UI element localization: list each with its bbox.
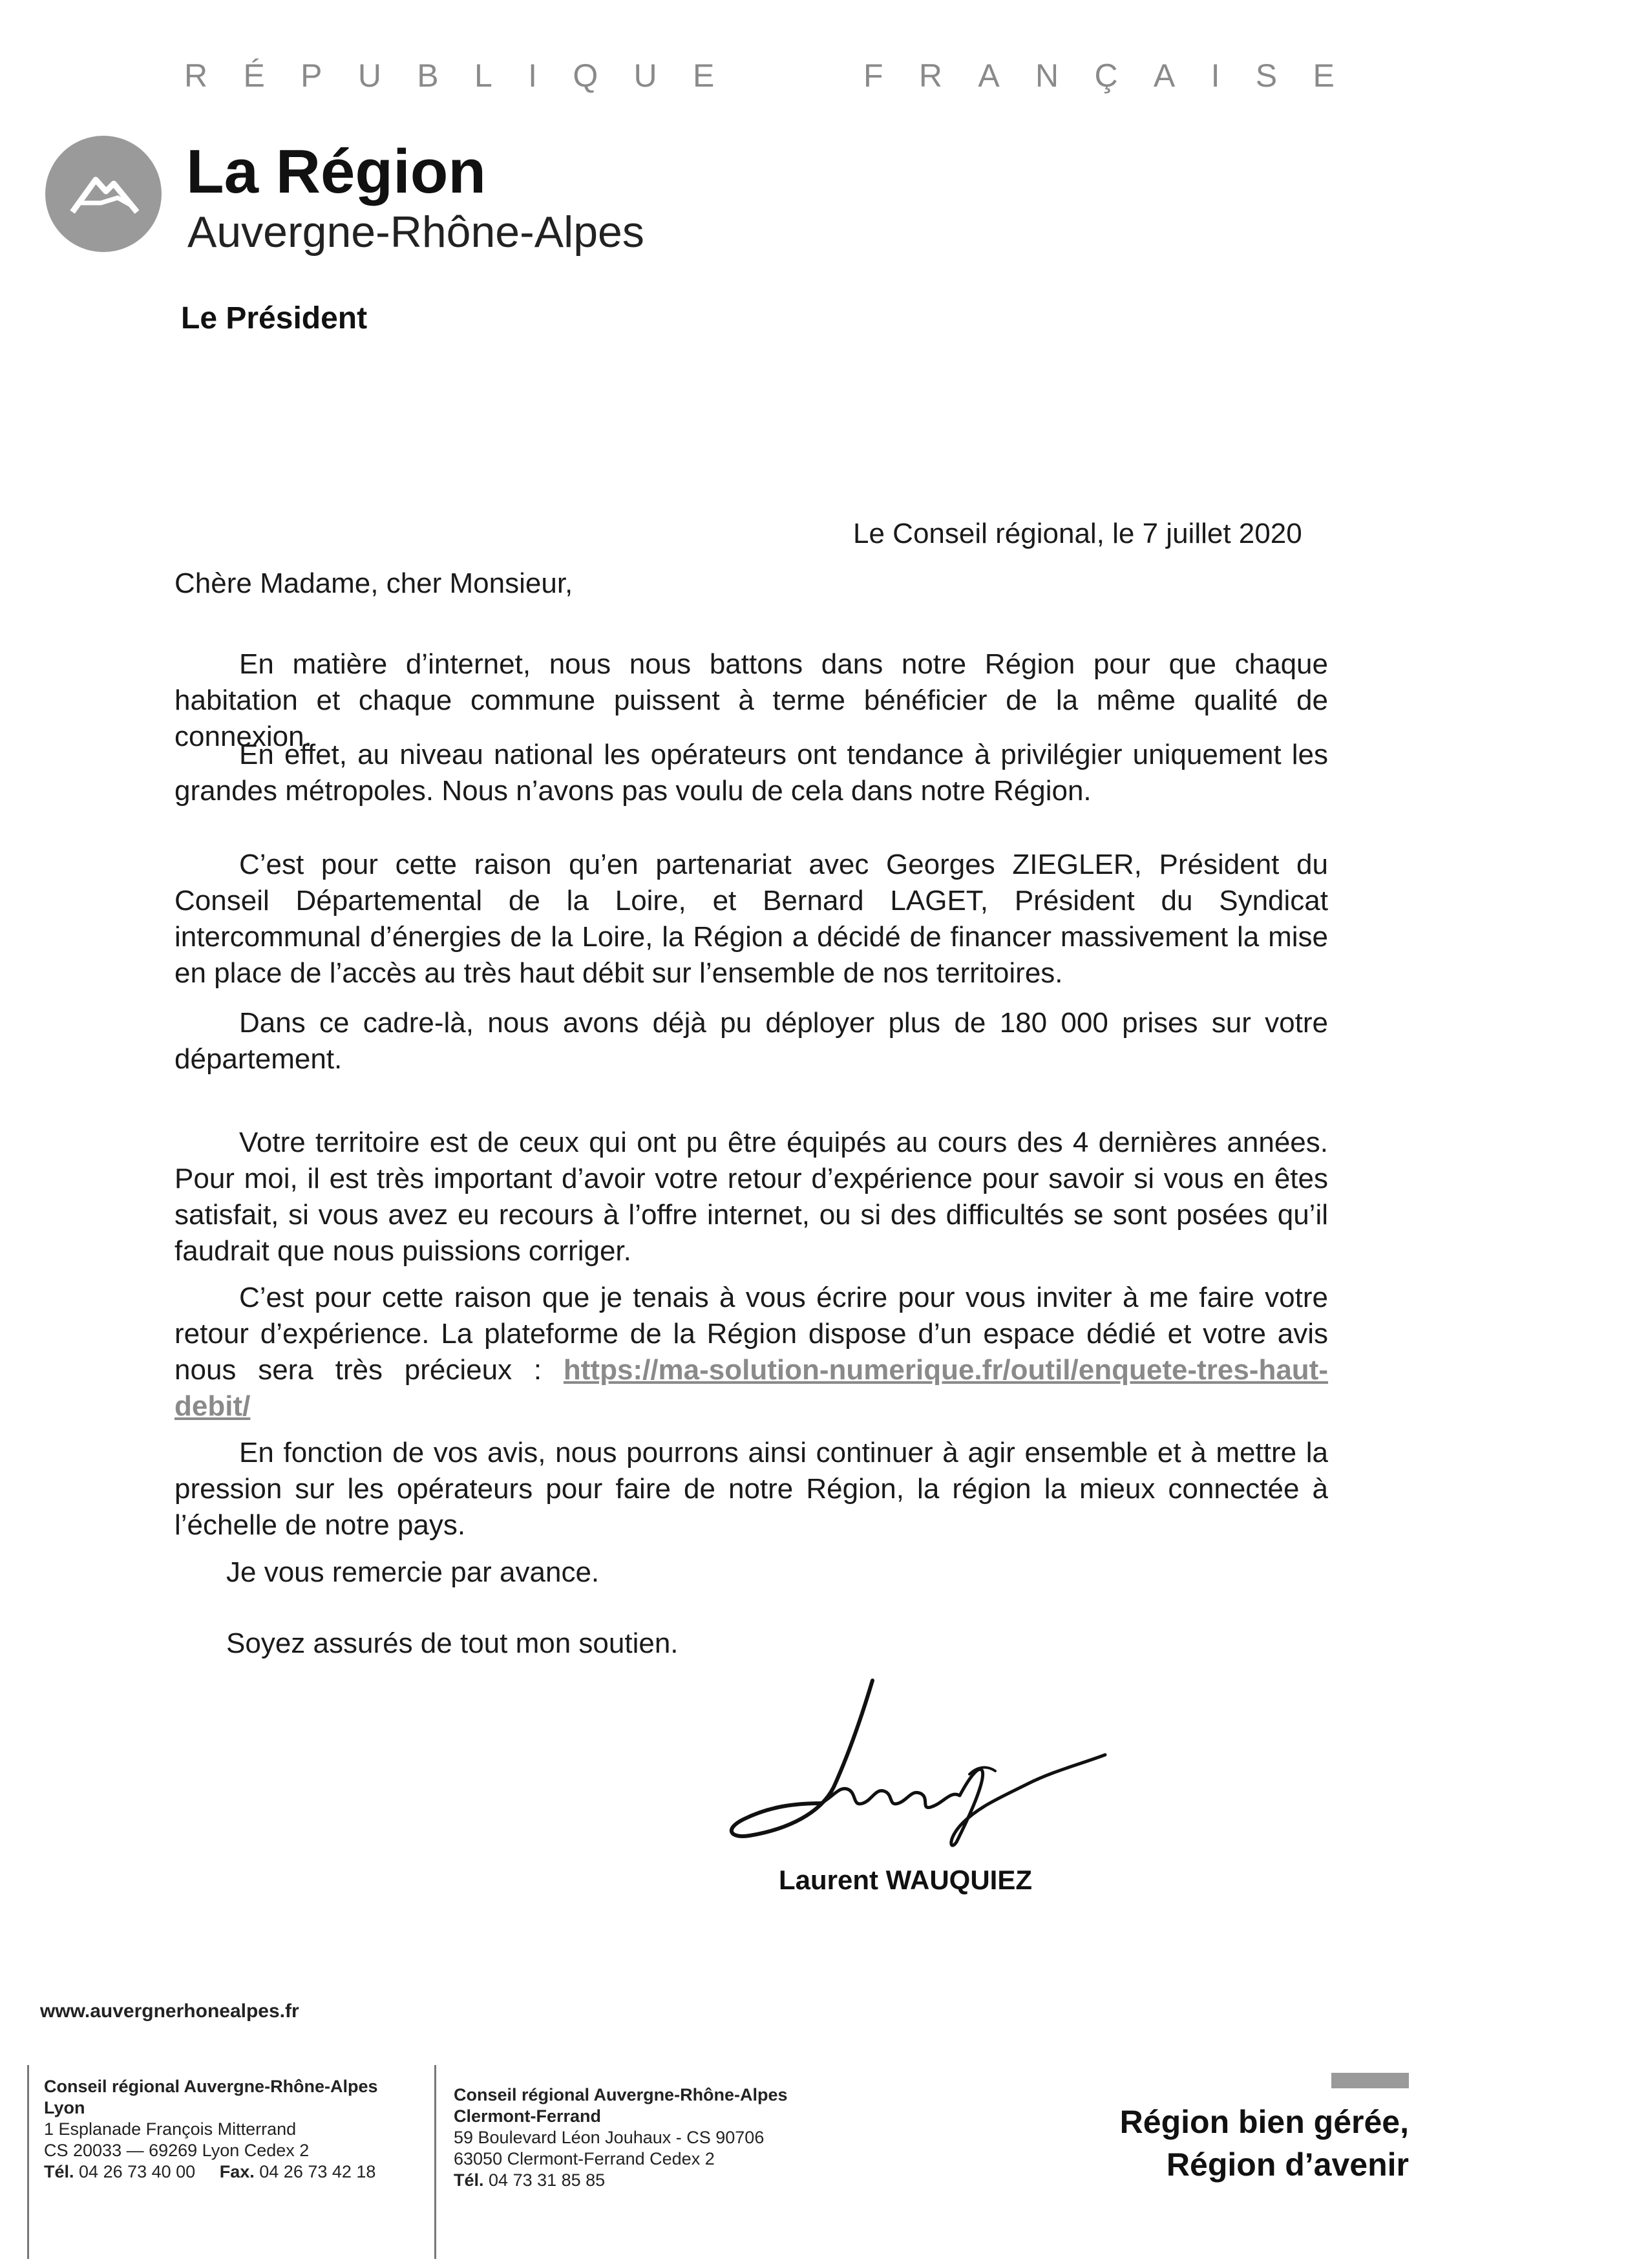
paragraph-2: En effet, au niveau national les opérateurs ont tendance à privilégier uniquement les grandes métropoles. Nous n’avons pas voulu de cela dans notre Région. [174,739,1328,807]
fax-label: Fax. [219,2162,255,2181]
republique-francaise-banner [184,57,1335,94]
address-line: 59 Boulevard Léon Jouhaux - CS 90706 [454,2128,765,2147]
date-line: Le Conseil régional, le 7 juillet 2020 [853,518,1302,549]
rf-letter: U [633,58,657,94]
paragraph-7: En fonction de vos avis, nous pourrons ainsi continuer à agir ensemble et à mettre la pression sur les opérateurs pour faire de notre Région, la région la mieux connectée à l’échelle de notre pays. [174,1437,1328,1541]
tel-number: 04 73 31 85 85 [489,2170,606,2190]
rf-letter: E [692,58,715,94]
website-url[interactable]: www.auvergnerhonealpes.fr [40,2000,299,2022]
paragraph-1: En matière d’internet, nous nous battons dans notre Région pour que chaque habitation et chaque commune puissent à terme bénéficier de la même qualité de connexion. [174,648,1328,752]
address-city: Clermont-Ferrand [454,2106,602,2126]
tel-number: 04 26 73 40 00 [79,2162,196,2181]
rf-letter: P [301,58,322,94]
footer-divider [434,2065,436,2259]
rf-letter: É [243,58,265,94]
address-line: CS 20033 — 69269 Lyon Cedex 2 [44,2141,310,2160]
rf-letter: F [863,58,883,94]
rf-letter: B [417,58,439,94]
thanks-line: Je vous remercie par avance. [226,1556,600,1588]
fax-number: 04 26 73 42 18 [259,2162,376,2181]
paragraph-6 [174,1280,1328,1425]
rf-letter: N [1035,58,1059,94]
tel-label: Tél. [44,2162,74,2181]
handwritten-signature-icon [724,1674,1112,1855]
support-line: Soyez assurés de tout mon soutien. [226,1627,679,1659]
rf-letter: E [1313,58,1335,94]
paragraph-3: C’est pour cette raison qu’en partenariat avec Georges ZIEGLER, Président du Conseil Départemental de la Loire, et Bernard LAGET, Président du Syndicat intercommunal d’énergies de la Loire, la Région a décidé de financer massivement la mise en place de l’accès au très haut débit sur l’ensemble de nos territoires. [174,849,1328,989]
salutation: Chère Madame, cher Monsieur, [174,567,573,599]
rf-letter: Ç [1094,58,1118,94]
office-label: Le Président [181,301,368,335]
rf-letter: L [474,58,492,94]
tel-label: Tél. [454,2170,484,2190]
address-lyon [44,2076,378,2183]
region-logo-icon [45,136,162,252]
address-org: Conseil régional Auvergne-Rhône-Alpes [44,2077,378,2096]
brand-subtitle: Auvergne-Rhône-Alpes [187,207,644,257]
paragraph-6-text: C’est pour cette raison que je tenais à vous écrire pour vous inviter à me faire votre retour d’expérience. La plateforme de la Région dispose d’un espace dédié et votre avis nous sera très précieux : [174,1282,1328,1386]
rf-letter: I [1210,58,1220,94]
address-line: 63050 Clermont-Ferrand Cedex 2 [454,2149,715,2168]
address-clermont [454,2084,788,2191]
mountain-logo-icon [45,136,162,252]
rf-letter: A [1153,58,1176,94]
rf-letter: S [1255,58,1278,94]
slogan-line-2: Région d’avenir [1166,2146,1409,2183]
slogan [1060,2101,1409,2186]
rf-letter: R [918,58,942,94]
address-org: Conseil régional Auvergne-Rhône-Alpes [454,2085,788,2104]
address-city: Lyon [44,2098,85,2117]
footer-divider [27,2065,29,2259]
rf-letter: Q [573,58,598,94]
rf-letter: I [528,58,537,94]
rf-letter: A [978,58,1000,94]
signer-name: Laurent WAUQUIEZ [779,1865,1033,1895]
rf-letter: U [357,58,381,94]
brand-title: La Région [186,137,487,206]
address-phone-fax [44,2161,378,2183]
paragraph-5: Votre territoire est de ceux qui ont pu être équipés au cours des 4 dernières années. Pour moi, il est très important d’avoir votre retour d’expérience pour savoir si vous en êtes satisfait, si vous avez eu recours à l’offre internet, ou si des difficultés se sont posées qu’il faudrait que nous puissions corriger. [174,1127,1328,1267]
address-line: 1 Esplanade François Mitterrand [44,2119,297,2139]
slogan-line-1: Région bien gérée, [1119,2104,1409,2140]
address-phone [454,2170,788,2191]
rf-letter: R [184,58,208,94]
survey-link[interactable]: https://ma-solution-numerique.fr/outil/enquete-tres-haut-debit/ [174,1354,1328,1422]
footer-accent-bar [1331,2073,1409,2088]
paragraph-4: Dans ce cadre-là, nous avons déjà pu déployer plus de 180 000 prises sur votre département. [174,1007,1328,1075]
